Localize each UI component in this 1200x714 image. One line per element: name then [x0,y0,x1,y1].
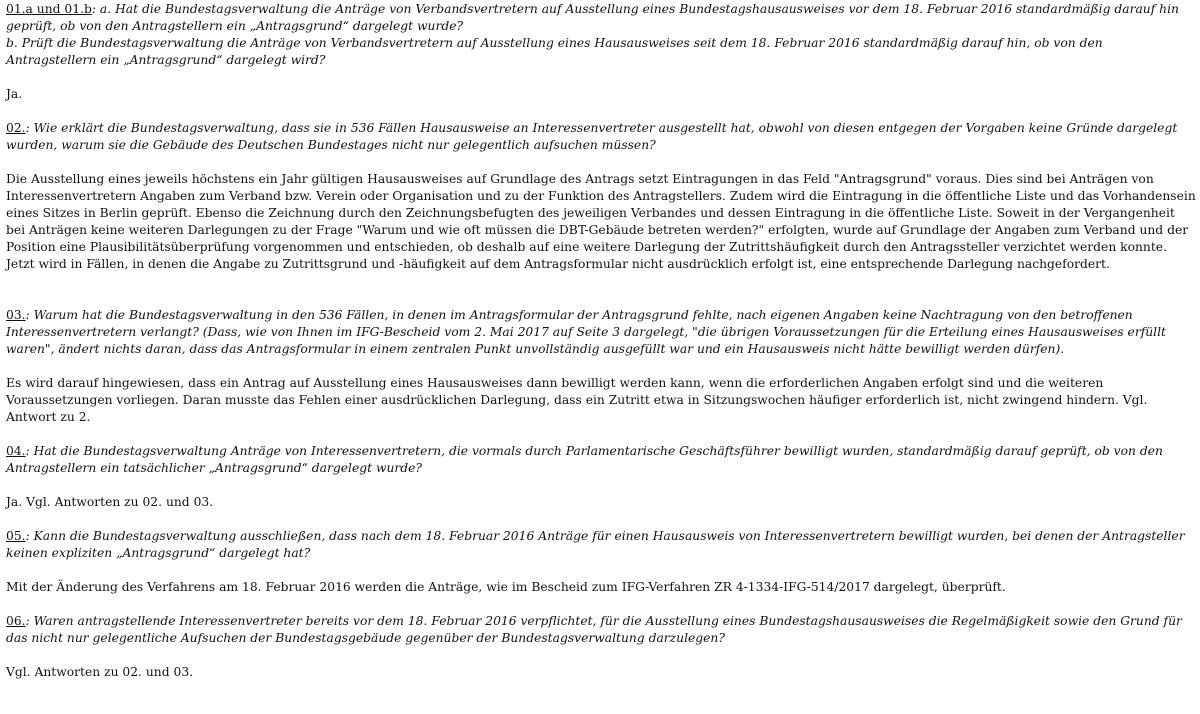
question-block-06 [6,613,1196,681]
question-number-06: 06. [6,614,26,628]
question-separator: : [25,444,34,458]
question-number-04: 04. [6,444,26,458]
answer-06: Vgl. Antworten zu 02. und 03. [6,665,194,679]
question-block-03 [6,307,1196,426]
question-separator: : [91,2,100,16]
question-02 [6,120,1196,154]
question-06 [6,613,1196,647]
question-text-01b: b. Prüft die Bundestagsverwaltung die Anträge von Verbandsvertretern auf Ausstellung eines Hausausweises seit dem 18. Februar 2016 standardmäßig darauf hin, ob von den Antragstellern ein „Antragsgrund“ dargelegt wird? [6,36,1103,67]
question-01 [6,1,1196,35]
question-text-03: Warum hat die Bundestagsverwaltung in den 536 Fällen, in denen im Antragsformular der Antragsgrund fehlte, nach eigenen Angaben keine Nachtragung von den betroffenen Interessenvertretern verlangt? (Dass, wie von Ihnen im IFG-Bescheid vom 2. Mai 2017 auf Seite 3 dargelegt, "die übrigen Voraussetzungen für die Erteilung eines Hausausweises erfüllt waren", ändert nichts daran, dass das Antragsformular in einem zentralen Punkt unvollständig ausgefüllt war und ein Hausausweis nicht hätte bewilligt werden dürfen). [6,308,1166,356]
answer-01: Ja. [6,87,23,101]
question-block-01 [6,1,1196,103]
question-number-01: 01.a und 01.b [6,2,92,16]
question-separator: : [25,308,34,322]
question-separator: : [25,614,34,628]
answer-03: Es wird darauf hingewiesen, dass ein Antrag auf Ausstellung eines Hausausweises dann bewilligt werden kann, wenn die erforderlichen Angaben erfolgt sind und die weiteren Voraussetzungen vorliegen. Daran musste das Fehlen einer ausdrücklichen Darlegung, dass ein Zutritt etwa in Sitzungswochen häufiger erforderlich ist, nicht zwingend hindern. Vgl. Antwort zu 2. [6,376,1148,424]
answer-02: Die Ausstellung eines jeweils höchstens ein Jahr gültigen Hausausweises auf Grundlage des Antrags setzt Eintragungen in das Feld "Antragsgrund" voraus. Dies sind bei Anträgen von Interessenvertretern Angaben zum Verband bzw. Verein oder Organisation und zu der Funktion des Antragstellers. Zudem wird die Eintragung in die öffentliche Liste und das Vorhandensein eines Sitzes in Berlin geprüft. Ebenso die Zeichnung durch den Zeichnungsbefugten des jeweiligen Verbandes und dessen Eintragung in die öffentliche Liste. Soweit in der Vergangenheit bei Anträgen keine weiteren Darlegungen zu der Frage "Warum und wie oft müssen die DBT-Gebäude betreten werden?" erfolgten, wurde auf Grundlage der Angaben zum Verband und der Position eine Plausibilitätsüberprüfung vorgenommen und entschieden, ob deshalb auf eine weitere Darlegung der Zutrittshäufigkeit durch den Antragssteller verzichtet werden konnte. Jetzt wird in Fällen, in denen die Angabe zu Zutrittsgrund und -häufigkeit auf dem Antragsformular nicht ausdrücklich erfolgt ist, eine entsprechende Darlegung nachgefordert. [6,172,1196,271]
question-03 [6,307,1196,358]
question-text-02: Wie erklärt die Bundestagsverwaltung, dass sie in 536 Fällen Hausausweise an Interessenvertreter ausgestellt hat, obwohl von diesen entgegen der Vorgaben keine Gründe dargelegt wurden, warum sie die Gebäude des Deutschen Bundestages nicht nur gelegentlich aufsuchen müssen? [6,121,1178,152]
question-number-03: 03. [6,308,26,322]
question-text-06: Waren antragstellende Interessenvertreter bereits vor dem 18. Februar 2016 verpflichtet, für die Ausstellung eines Bundestagshausausweises die Regelmäßigkeit sowie den Grund für das nicht nur gelegentliche Aufsuchen der Bundestagsgebäude gegenüber der Bundestagsverwaltung darzulegen? [6,614,1182,645]
question-block-04 [6,443,1196,511]
answer-04: Ja. Vgl. Antworten zu 02. und 03. [6,495,214,509]
question-text-04: Hat die Bundestagsverwaltung Anträge von Interessenvertretern, die vormals durch Parlamentarische Geschäftsführer bewilligt wurden, standardmäßig darauf geprüft, ob von den Antragstellern ein tatsächlicher „Antragsgrund“ dargelegt wurde? [6,444,1163,475]
question-separator: : [25,529,34,543]
question-number-02: 02. [6,121,26,135]
question-block-02 [6,120,1196,273]
question-separator: : [25,121,34,135]
question-05 [6,528,1196,562]
question-text-05: Kann die Bundestagsverwaltung ausschließen, dass nach dem 18. Februar 2016 Anträge für einen Hausausweis von Interessenvertretern bewilligt wurden, bei denen der Antragsteller keinen expliziten „Antragsgrund“ dargelegt hat? [6,529,1185,560]
question-04 [6,443,1196,477]
answer-05: Mit der Änderung des Verfahrens am 18. Februar 2016 werden die Anträge, wie im Bescheid zum IFG-Verfahren ZR 4-1334-IFG-514/2017 dargelegt, überprüft. [6,580,1006,594]
question-block-05 [6,528,1196,596]
question-number-05: 05. [6,529,26,543]
question-text-01a: a. Hat die Bundestagsverwaltung die Anträge von Verbandsvertretern auf Ausstellung eines Bundestagshausausweises vor dem 18. Februar 2016 standardmäßig darauf hin geprüft, ob von den Antragstellern ein „Antragsgrund“ dargelegt wurde? [6,2,1179,33]
